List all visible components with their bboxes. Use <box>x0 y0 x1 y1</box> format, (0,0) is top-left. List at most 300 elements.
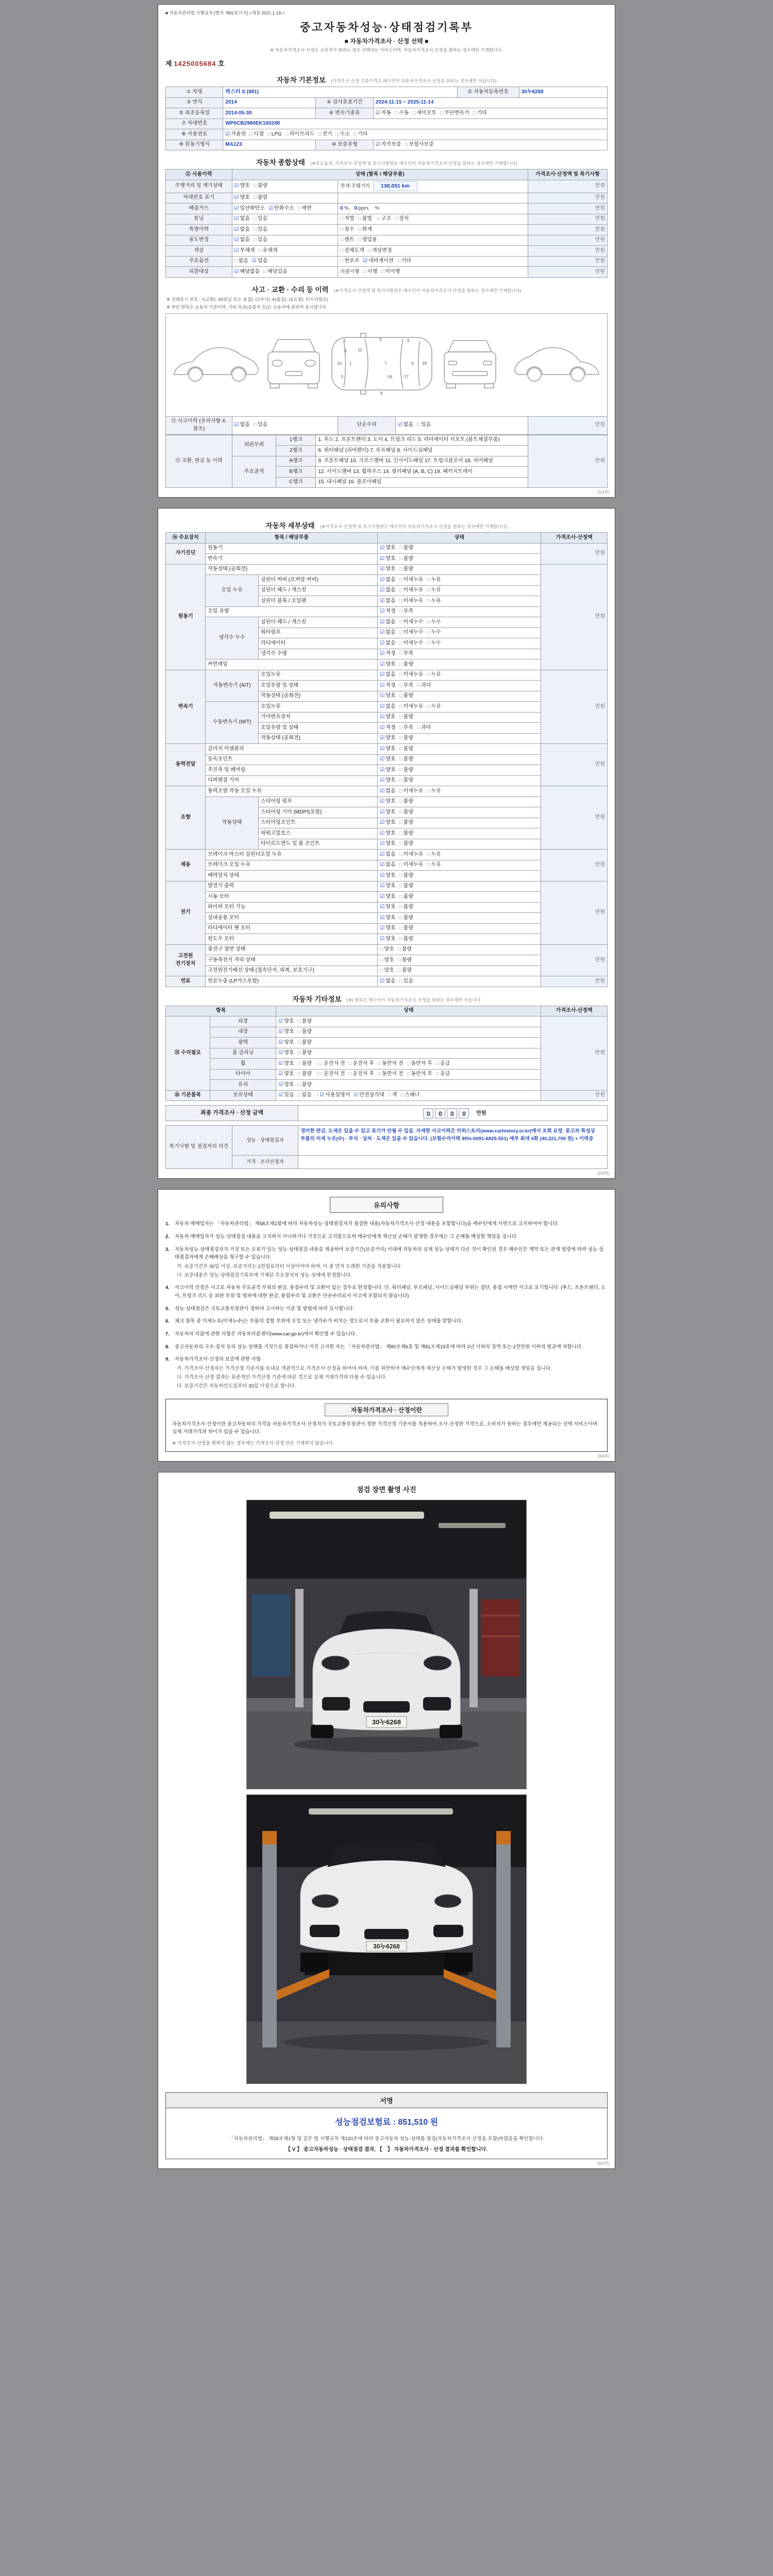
checkbox-불량[interactable]: □ 불량 <box>399 555 413 562</box>
transmission-label: ⑥ 변속기종류 <box>316 108 373 119</box>
checkbox-양호[interactable]: ☑ 양호 <box>380 777 396 784</box>
checkbox-양호[interactable]: ☑ 양호 <box>380 883 396 889</box>
checkbox-전기[interactable]: □ 전기 <box>318 131 332 137</box>
device-label: 고전원 전기장치 <box>166 944 206 976</box>
checkbox-양호[interactable]: ☑ 양호 <box>380 925 396 931</box>
checkbox-수소[interactable]: □ 수소 <box>335 131 350 137</box>
detail-row <box>166 850 608 860</box>
misc-part-label: 룸 클리닝 <box>210 1048 276 1059</box>
checkbox-양호[interactable]: ☑ 양호 <box>380 767 396 773</box>
checkbox-구조[interactable]: □ 구조 <box>377 216 392 222</box>
checkbox-불량[interactable]: □ 불량 <box>297 1029 312 1035</box>
notice-number: 2. <box>165 1233 170 1240</box>
checkbox-전체도색[interactable]: □ 전체도색 <box>340 247 364 253</box>
overall-row <box>166 193 608 204</box>
checkbox-불량[interactable]: □ 불량 <box>253 195 268 201</box>
checkbox-무단변속기[interactable]: □ 무단변속기 <box>440 110 469 116</box>
checkbox-미세누유[interactable]: □ 미세누유 <box>399 851 424 857</box>
checkbox-있음[interactable]: □ 있음 <box>416 422 431 428</box>
checkbox-썬루프[interactable]: □ 썬루프 <box>340 258 360 264</box>
checkbox-양호[interactable]: □ 양호 <box>380 968 394 974</box>
checkbox-있음[interactable]: □ 있음 <box>253 216 268 222</box>
checkbox-적정[interactable]: ☑ 적정 <box>380 682 396 688</box>
checkbox-양호[interactable]: ☑ 양호 <box>380 809 396 815</box>
part-label: 추진축 및 베어링 <box>206 765 378 776</box>
checkbox-양호[interactable]: ☑ 양호 <box>380 820 396 826</box>
notice-item <box>165 1220 608 1228</box>
checkbox-있음[interactable]: ☑ 있음 <box>278 1092 294 1098</box>
card-basic-info <box>158 4 615 498</box>
checkbox-없음[interactable]: □ 없음 <box>234 258 248 264</box>
amount-cell: 만원 <box>528 193 607 204</box>
checkbox-양호[interactable]: ☑ 양호 <box>380 904 396 910</box>
checkbox-디젤[interactable]: □ 디젤 <box>249 131 264 137</box>
notice-number: 6. <box>165 1318 170 1325</box>
checkbox-세미오토[interactable]: □ 세미오토 <box>412 110 437 116</box>
status-cell: ☑ 양호 □ 불량 | □ 운전석 전 □ 운전석 후 □ 동반석 전 □ 동반석 후 □ 응급 <box>276 1059 541 1070</box>
checkbox-양호[interactable]: ☑ 양호 <box>234 183 250 189</box>
notice-text: 사고이력 인정은 사고로 자동차 주요골격 부위의 판금, 용접수리 및 교환이 있는 경우로 한정합니다. 단, 쿼터패널, 루프패널, 사이드실패널 부위는 절단, 용접 시에만 사고로 표기합니다. (후드, 프론트펜더, 도어, 트렁크 리드 등 외판 부위 및 범퍼에 대한 판금, 용접수리 및 교환은 단순수리로서 사고에 포함되지 않습니다) <box>175 1285 606 1299</box>
checkbox-사용설명서[interactable]: ☑ 사용설명서 <box>320 1092 350 1098</box>
status-cell <box>378 871 541 882</box>
checkbox-미세누유[interactable]: □ 미세누유 <box>399 788 424 794</box>
notice-item <box>165 1233 608 1241</box>
diagram-panel-number: 3 <box>379 337 382 342</box>
checkbox-불량[interactable]: □ 불량 <box>399 545 413 551</box>
misc-part-label: 휠 <box>210 1059 276 1070</box>
checkbox-동반석 전[interactable]: □ 동반석 전 <box>378 1071 404 1077</box>
checkbox-미이행[interactable]: □ 미이행 <box>381 268 400 275</box>
checkbox-불량[interactable]: □ 불량 <box>397 946 412 953</box>
part-label: 라디에이터 <box>258 638 377 649</box>
status-cell <box>378 649 541 659</box>
checkbox-양호[interactable]: ☑ 양호 <box>234 195 250 201</box>
checkbox-양호[interactable]: ☑ 양호 <box>380 756 396 762</box>
part-label: 연료누출 (LP가스포함) <box>206 976 378 987</box>
checkbox-없음[interactable]: ☑ 없음 <box>380 672 396 678</box>
overall-row <box>166 225 608 235</box>
checkbox-양호[interactable]: ☑ 양호 <box>380 936 396 942</box>
checkbox-불량[interactable]: □ 불량 <box>399 745 413 752</box>
checkbox-양호[interactable]: ☑ 양호 <box>278 1018 294 1024</box>
checkbox-불량[interactable]: □ 불량 <box>399 841 413 847</box>
vin-label: ⑦ 차대번호 <box>166 118 223 129</box>
checkbox-양호[interactable]: □ 양호 <box>380 957 394 963</box>
checkbox-부족[interactable]: □ 부족 <box>399 724 413 731</box>
checkbox-불량[interactable]: □ 불량 <box>297 1060 312 1066</box>
status-cell <box>378 786 541 797</box>
checkbox-부족[interactable]: □ 부족 <box>399 608 413 615</box>
checkbox-있음[interactable]: □ 있음 <box>399 978 413 984</box>
checkbox-불량[interactable]: □ 불량 <box>297 1081 312 1088</box>
checkbox-있음[interactable]: □ 있음 <box>253 237 268 243</box>
price-digit: 0 <box>459 1108 469 1118</box>
inspection-photo-1 <box>246 1500 527 1789</box>
diagram-panel-number: 10 <box>337 361 342 366</box>
notice-title: 유의사항 <box>330 1197 443 1213</box>
usage-label: 배출가스 <box>166 204 232 214</box>
misc-part-label: 타이어 <box>210 1069 276 1080</box>
checkbox-적법[interactable]: □ 적법 <box>340 216 355 222</box>
checkbox-장치[interactable]: □ 장치 <box>395 216 409 222</box>
checkbox-자가보증[interactable]: ☑ 자가보증 <box>375 142 401 147</box>
checkbox-있음[interactable]: □ 있음 <box>253 422 268 428</box>
misc-row <box>166 1090 608 1101</box>
detail-header-part: 항목 / 해당부품 <box>206 533 378 544</box>
device-label: 연료 <box>166 976 206 987</box>
overall-heading <box>165 157 608 167</box>
overall-header-amount: 가격조사·산정액 및 특기사항 <box>528 170 607 180</box>
checkbox-불법[interactable]: □ 불법 <box>358 216 372 222</box>
fuel-label: ⑧ 사용연료 <box>166 129 223 140</box>
rank-items: 15. 대시패널 16. 플로어패널 <box>316 477 528 488</box>
checkbox-양호[interactable]: ☑ 양호 <box>380 830 396 836</box>
status-cell <box>276 1080 541 1091</box>
overall-row <box>166 235 608 246</box>
final-price-bar <box>165 1105 608 1121</box>
part-label: 와이퍼 모터 기능 <box>206 902 378 913</box>
checkbox-없음[interactable]: ☑ 없음 <box>234 226 250 232</box>
amount-cell: 만원 <box>541 1016 608 1091</box>
checkbox-미세누유[interactable]: □ 미세누유 <box>399 703 424 709</box>
checkbox-없음[interactable]: ☑ 없음 <box>234 237 250 243</box>
extra-cell <box>338 246 528 257</box>
checkbox-있음[interactable]: □ 있음 <box>253 226 268 232</box>
checkbox-없음[interactable]: ☑ 없음 <box>380 978 396 984</box>
part-label: 브레이크 마스터 실린더오일 누유 <box>206 850 378 860</box>
panel-group-label: 외판부위 <box>232 435 276 456</box>
checkbox-하이브리드[interactable]: □ 하이브리드 <box>285 131 315 137</box>
checkbox-누수[interactable]: □ 누수 <box>427 630 441 636</box>
checkbox-없음[interactable]: ☑ 없음 <box>234 422 250 428</box>
status-cell <box>378 828 541 839</box>
status-cell <box>232 204 338 214</box>
status-cell <box>378 554 541 565</box>
part-label: 발전기 출력 <box>206 881 378 892</box>
checkbox-있음[interactable]: ☑ 있음 <box>251 258 268 264</box>
checkbox-영업용[interactable]: □ 영업용 <box>358 237 377 243</box>
checkbox-양호[interactable]: ☑ 양호 <box>380 799 396 805</box>
checkbox-누유[interactable]: □ 누유 <box>427 851 441 857</box>
checkbox-불량[interactable]: □ 불량 <box>397 968 412 974</box>
status-cell <box>232 267 338 278</box>
checkbox-없음[interactable]: □ 없음 <box>297 1092 312 1098</box>
checkbox-기타[interactable]: □ 기타 <box>397 258 411 264</box>
device-label: 전기 <box>166 881 206 944</box>
checkbox-없음[interactable]: ☑ 없음 <box>380 587 396 594</box>
extra-cell <box>338 256 528 267</box>
checkbox-불량[interactable]: □ 불량 <box>399 767 413 773</box>
checkbox-불량[interactable]: □ 불량 <box>397 957 412 963</box>
misc-header-amount: 가격조사·산정액 <box>541 1006 608 1016</box>
detail-row <box>166 670 608 681</box>
misc-part-label: 보유상태 <box>210 1090 276 1101</box>
checkbox-없음[interactable]: ☑ 없음 <box>234 216 250 222</box>
checkbox-불량[interactable]: □ 불량 <box>399 925 413 931</box>
checkbox-자동[interactable]: ☑ 자동 <box>375 110 392 116</box>
detail-row <box>166 564 608 575</box>
checkbox-불량[interactable]: □ 불량 <box>399 883 413 889</box>
checkbox-양호[interactable]: ☑ 양호 <box>380 841 396 847</box>
accident-heading <box>165 284 608 295</box>
status-cell <box>378 923 541 934</box>
amount-cell: 만원 <box>528 416 607 434</box>
status-cell <box>378 617 541 628</box>
checkbox-양호[interactable]: ☑ 양호 <box>380 735 396 741</box>
checkbox-가솔린[interactable]: ☑ 가솔린 <box>225 131 246 137</box>
usage-label: 리콜대상 <box>166 267 232 278</box>
year-value: 2014 <box>223 97 316 108</box>
checkbox-양호[interactable]: ☑ 양호 <box>380 555 396 562</box>
notice-text: 자동차 매매업자는 「자동차관리법」 제58조제1항에 따라 자동차성능·상태점검자가 점검한 내용(자동차가격조사·산정 내용을 포함합니다)을 매수인에게 서면으로 고지하여야 합니다. <box>175 1221 559 1227</box>
photos-heading <box>165 1484 608 1495</box>
page-mark: (4/4쪽) <box>597 2161 610 2166</box>
checkbox-불량[interactable]: □ 불량 <box>297 1018 312 1024</box>
checkbox-부족[interactable]: □ 부족 <box>399 682 413 688</box>
checkbox-없음[interactable]: ☑ 없음 <box>380 619 396 625</box>
checkbox-누유[interactable]: □ 누유 <box>427 862 441 868</box>
checkbox-양호[interactable]: ☑ 양호 <box>380 661 396 667</box>
checkbox-불량[interactable]: □ 불량 <box>399 756 413 762</box>
checkbox-적정[interactable]: ☑ 적정 <box>380 724 396 731</box>
notice-number: 9. <box>165 1357 170 1363</box>
checkbox-양호[interactable]: ☑ 양호 <box>278 1060 294 1066</box>
checkbox-매연[interactable]: □ 매연 <box>297 205 312 211</box>
checkbox-양호[interactable]: ☑ 양호 <box>278 1029 294 1035</box>
rank-label: A랭크 <box>276 456 316 467</box>
checkbox-불량[interactable]: □ 불량 <box>399 735 413 741</box>
overall-row <box>166 246 608 257</box>
checkbox-누수[interactable]: □ 누수 <box>427 619 441 625</box>
page-mark: (2/4쪽) <box>597 1171 610 1176</box>
checkbox-미세누유[interactable]: □ 미세누유 <box>399 598 424 604</box>
checkbox-스패너[interactable]: □ 스패너 <box>400 1092 420 1098</box>
checkbox-양호[interactable]: ☑ 양호 <box>278 1071 294 1077</box>
photo-1-car-front <box>247 1500 526 1789</box>
checkbox-미세누수[interactable]: □ 미세누수 <box>399 630 424 636</box>
checkbox-없음[interactable]: ☑ 없음 <box>380 577 396 583</box>
checkbox-불량[interactable]: □ 불량 <box>399 799 413 805</box>
photo-2-car-lifted <box>247 1795 526 2083</box>
status-cell <box>378 543 541 554</box>
diagram-panel-number: 8 <box>380 391 383 396</box>
checkbox-양호[interactable]: ☑ 양호 <box>278 1050 294 1056</box>
diagram-panel-number: 4 <box>411 361 414 366</box>
kv-label: 리콜이행 <box>340 268 359 275</box>
checkbox-양호[interactable]: ☑ 양호 <box>380 914 396 921</box>
checkbox-불량[interactable]: □ 불량 <box>399 566 413 572</box>
card-notices <box>158 1189 615 1462</box>
checkbox-양호[interactable]: ☑ 양호 <box>380 893 396 900</box>
part-label: 냉각수 수량 <box>258 649 377 659</box>
checkbox-없음[interactable]: ☑ 없음 <box>380 630 396 636</box>
checkbox-양호[interactable]: ☑ 양호 <box>380 745 396 752</box>
overall-row <box>166 180 608 193</box>
checkbox-누유[interactable]: □ 누유 <box>427 788 441 794</box>
checkbox-불량[interactable]: □ 불량 <box>399 820 413 826</box>
checkbox-없음[interactable]: ☑ 없음 <box>380 788 396 794</box>
extra-cell <box>338 193 528 204</box>
checkbox-보험사보증[interactable]: □ 보험사보증 <box>405 142 434 147</box>
checkbox-무채색[interactable]: ☑ 무채색 <box>234 247 255 253</box>
misc-part-label: 외장 <box>210 1016 276 1027</box>
checkbox-LPG[interactable]: □ LPG <box>267 131 282 137</box>
detail-row <box>166 744 608 755</box>
checkbox-부족[interactable]: □ 부족 <box>399 651 413 657</box>
part-label: 윈도우 모터 <box>206 934 378 945</box>
misc-note: (※) 항목은 매수인이 자동차가격조사·산정을 원하는 경우에만 적습니다 <box>346 997 481 1003</box>
part-label: 오일누유 <box>258 702 377 713</box>
overall-row <box>166 214 608 225</box>
checkbox-응급[interactable]: □ 응급 <box>435 1060 450 1066</box>
checkbox-렌트[interactable]: □ 렌트 <box>340 237 355 243</box>
checkbox-불량[interactable]: □ 불량 <box>297 1050 312 1056</box>
checkbox-양호[interactable]: ☑ 양호 <box>278 1039 294 1045</box>
status-cell <box>378 712 541 723</box>
checkbox-안전삼각대[interactable]: ☑ 안전삼각대 <box>354 1092 384 1098</box>
checkbox-불량[interactable]: □ 불량 <box>399 893 413 900</box>
checkbox-불량[interactable]: □ 불량 <box>297 1039 312 1045</box>
checkbox-누수[interactable]: □ 누수 <box>427 640 441 646</box>
misc-part-label: 광택 <box>210 1038 276 1048</box>
checkbox-불량[interactable]: □ 불량 <box>399 914 413 921</box>
checkbox-일산화탄소[interactable]: ☑ 일산화탄소 <box>234 205 265 211</box>
exchange-label: ⑬ 교환, 판금 등 이력 <box>166 435 232 488</box>
checkbox-불량[interactable]: □ 불량 <box>399 904 413 910</box>
amount-cell: 만원 <box>528 235 607 246</box>
price-appraisal-text: 자동차가격조사·산정이란 중고자동차의 가격을 자동차가격조사·산정자가 국토교통부장관이 정한 가격산정 기준서를 적용하여 조사·산정한 가격으로, 소비자가 원하는 경우에만 제공되는 선택 서비스이며 실제 거래가격과 차이가 있을 수 있습니다. <box>172 1421 598 1435</box>
checkbox-응급[interactable]: □ 응급 <box>435 1071 450 1077</box>
checkbox-해당있음[interactable]: □ 해당있음 <box>263 268 288 275</box>
inspector-opinion-table <box>165 1125 608 1169</box>
checkbox-미세누유[interactable]: □ 미세누유 <box>399 862 424 868</box>
checkbox-불량[interactable]: □ 불량 <box>399 936 413 942</box>
checkbox-양호[interactable]: ☑ 양호 <box>380 714 396 720</box>
checkbox-불량[interactable]: □ 불량 <box>399 693 413 699</box>
part-label: 스티어링 펌프 <box>258 796 377 807</box>
checkbox-침수[interactable]: □ 침수 <box>340 226 355 232</box>
checkbox-양호[interactable]: □ 양호 <box>380 946 394 953</box>
amount-cell: 만원 <box>541 744 608 786</box>
checkbox-미세누수[interactable]: □ 미세누수 <box>399 619 424 625</box>
checkbox-유채색[interactable]: □ 유채색 <box>258 247 278 253</box>
checkbox-양호[interactable]: ☑ 양호 <box>380 872 396 878</box>
checkbox-적정[interactable]: ☑ 적정 <box>380 651 396 657</box>
device-label: 조향 <box>166 786 206 850</box>
checkbox-누유[interactable]: □ 누유 <box>427 587 441 594</box>
part-label: 파워고압호스 <box>258 828 377 839</box>
checkbox-양호[interactable]: ☑ 양호 <box>380 693 396 699</box>
checkbox-기타[interactable]: □ 기타 <box>473 110 487 116</box>
accident-history-table <box>165 416 608 435</box>
checkbox-불량[interactable]: □ 불량 <box>399 661 413 667</box>
status-cell <box>378 881 541 892</box>
rank-label: B랭크 <box>276 467 316 478</box>
status-cell <box>378 733 541 744</box>
checkbox-불량[interactable]: □ 불량 <box>399 830 413 836</box>
accident-history-label: ⑫ 사고이력 (유의사항 4. 참조) <box>166 416 232 434</box>
price-appraisal-title: 자동차가격조사 · 산정이란 <box>325 1403 448 1416</box>
checkbox-불량[interactable]: □ 불량 <box>399 809 413 815</box>
checkbox-운전석 후[interactable]: □ 운전석 후 <box>348 1071 375 1077</box>
notice-sub-item: 다. 보증기간은 자동차인도일부터 30일 이상으로 합니다. <box>177 1383 296 1389</box>
insurance-premium-value: 851,510 원 <box>398 2117 439 2127</box>
price-digits <box>423 1108 470 1118</box>
checkbox-화재[interactable]: □ 화재 <box>358 226 372 232</box>
checkbox-미세누유[interactable]: □ 미세누유 <box>399 577 424 583</box>
price-digit: 0 <box>423 1108 433 1118</box>
simple-repair-label: 단순수리 <box>338 416 395 434</box>
checkbox-해당없음[interactable]: ☑ 해당없음 <box>234 268 260 275</box>
checkbox-탄화수소[interactable]: ☑ 탄화수소 <box>268 205 294 211</box>
status-cell <box>378 681 541 691</box>
checkbox-불량[interactable]: □ 불량 <box>399 872 413 878</box>
status-cell <box>378 807 541 818</box>
fuel-options <box>223 129 608 140</box>
checkbox-네비게이션[interactable]: ☑ 네비게이션 <box>363 258 394 264</box>
checkbox-없음[interactable]: ☑ 없음 <box>380 703 396 709</box>
checkbox-적정[interactable]: ☑ 적정 <box>380 608 396 615</box>
checkbox-과다[interactable]: □ 과다 <box>417 724 431 731</box>
checkbox-불량[interactable]: □ 불량 <box>297 1071 312 1077</box>
checkbox-불량[interactable]: □ 불량 <box>253 183 268 189</box>
checkbox-운전석 전[interactable]: □ 운전석 전 <box>320 1060 345 1066</box>
checkbox-운전석 전[interactable]: □ 운전석 전 <box>320 1071 345 1077</box>
status-cell <box>378 723 541 734</box>
checkbox-양호[interactable]: ☑ 양호 <box>380 566 396 572</box>
checkbox-과다[interactable]: □ 과다 <box>417 682 431 688</box>
checkbox-이행[interactable]: □ 이행 <box>363 268 378 275</box>
checkbox-색상변경[interactable]: □ 색상변경 <box>367 247 392 253</box>
checkbox-양호[interactable]: ☑ 양호 <box>380 545 396 551</box>
checkbox-동반석 전[interactable]: □ 동반석 전 <box>378 1060 404 1066</box>
part-label: 작동상태 (공회전) <box>206 564 378 575</box>
checkbox-미세누수[interactable]: □ 미세누수 <box>399 640 424 646</box>
document-number-value: 1425005684 <box>174 60 216 67</box>
checkbox-동반석 후[interactable]: □ 동반석 후 <box>407 1071 432 1077</box>
checkbox-없음[interactable]: ☑ 없음 <box>397 422 413 428</box>
checkbox-불량[interactable]: □ 불량 <box>399 714 413 720</box>
checkbox-불량[interactable]: □ 불량 <box>399 777 413 784</box>
amount-cell: 만원 <box>541 543 608 564</box>
diagram-panel-number: 1 <box>349 361 352 366</box>
part-label: 작동상태 (공회전) <box>258 733 377 744</box>
checkbox-없음[interactable]: ☑ 없음 <box>380 640 396 646</box>
misc-header-item: 항목 <box>166 1006 276 1016</box>
status-cell <box>378 860 541 871</box>
checkbox-미세누유[interactable]: □ 미세누유 <box>399 672 424 678</box>
checkbox-양호[interactable]: ☑ 양호 <box>278 1081 294 1088</box>
checkbox-미세누유[interactable]: □ 미세누유 <box>399 587 424 594</box>
checkbox-운전석 후[interactable]: □ 운전석 후 <box>348 1060 375 1066</box>
checkbox-없음[interactable]: ☑ 없음 <box>380 851 396 857</box>
amount-cell: 만원 <box>528 204 607 214</box>
checkbox-누유[interactable]: □ 누유 <box>427 598 441 604</box>
checkbox-잭[interactable]: □ 잭 <box>388 1092 397 1098</box>
checkbox-수동[interactable]: □ 수동 <box>395 110 409 116</box>
price-appraisal-note: ※ 가격조사·산정을 원하지 않는 경우에는 가격조사·산정 란은 기재하지 않습니다. <box>172 1440 334 1446</box>
checkbox-누유[interactable]: □ 누유 <box>427 703 441 709</box>
status-cell <box>378 575 541 586</box>
checkbox-없음[interactable]: ☑ 없음 <box>380 598 396 604</box>
checkbox-기타[interactable]: □ 기타 <box>353 131 368 137</box>
diagram-panel-number: 11 <box>358 347 362 352</box>
checkbox-동반석 후[interactable]: □ 동반석 후 <box>407 1060 432 1066</box>
checkbox-없음[interactable]: ☑ 없음 <box>380 862 396 868</box>
checkbox-누유[interactable]: □ 누유 <box>427 577 441 583</box>
notice-number: 5. <box>165 1306 170 1312</box>
checkbox-누유[interactable]: □ 누유 <box>427 672 441 678</box>
